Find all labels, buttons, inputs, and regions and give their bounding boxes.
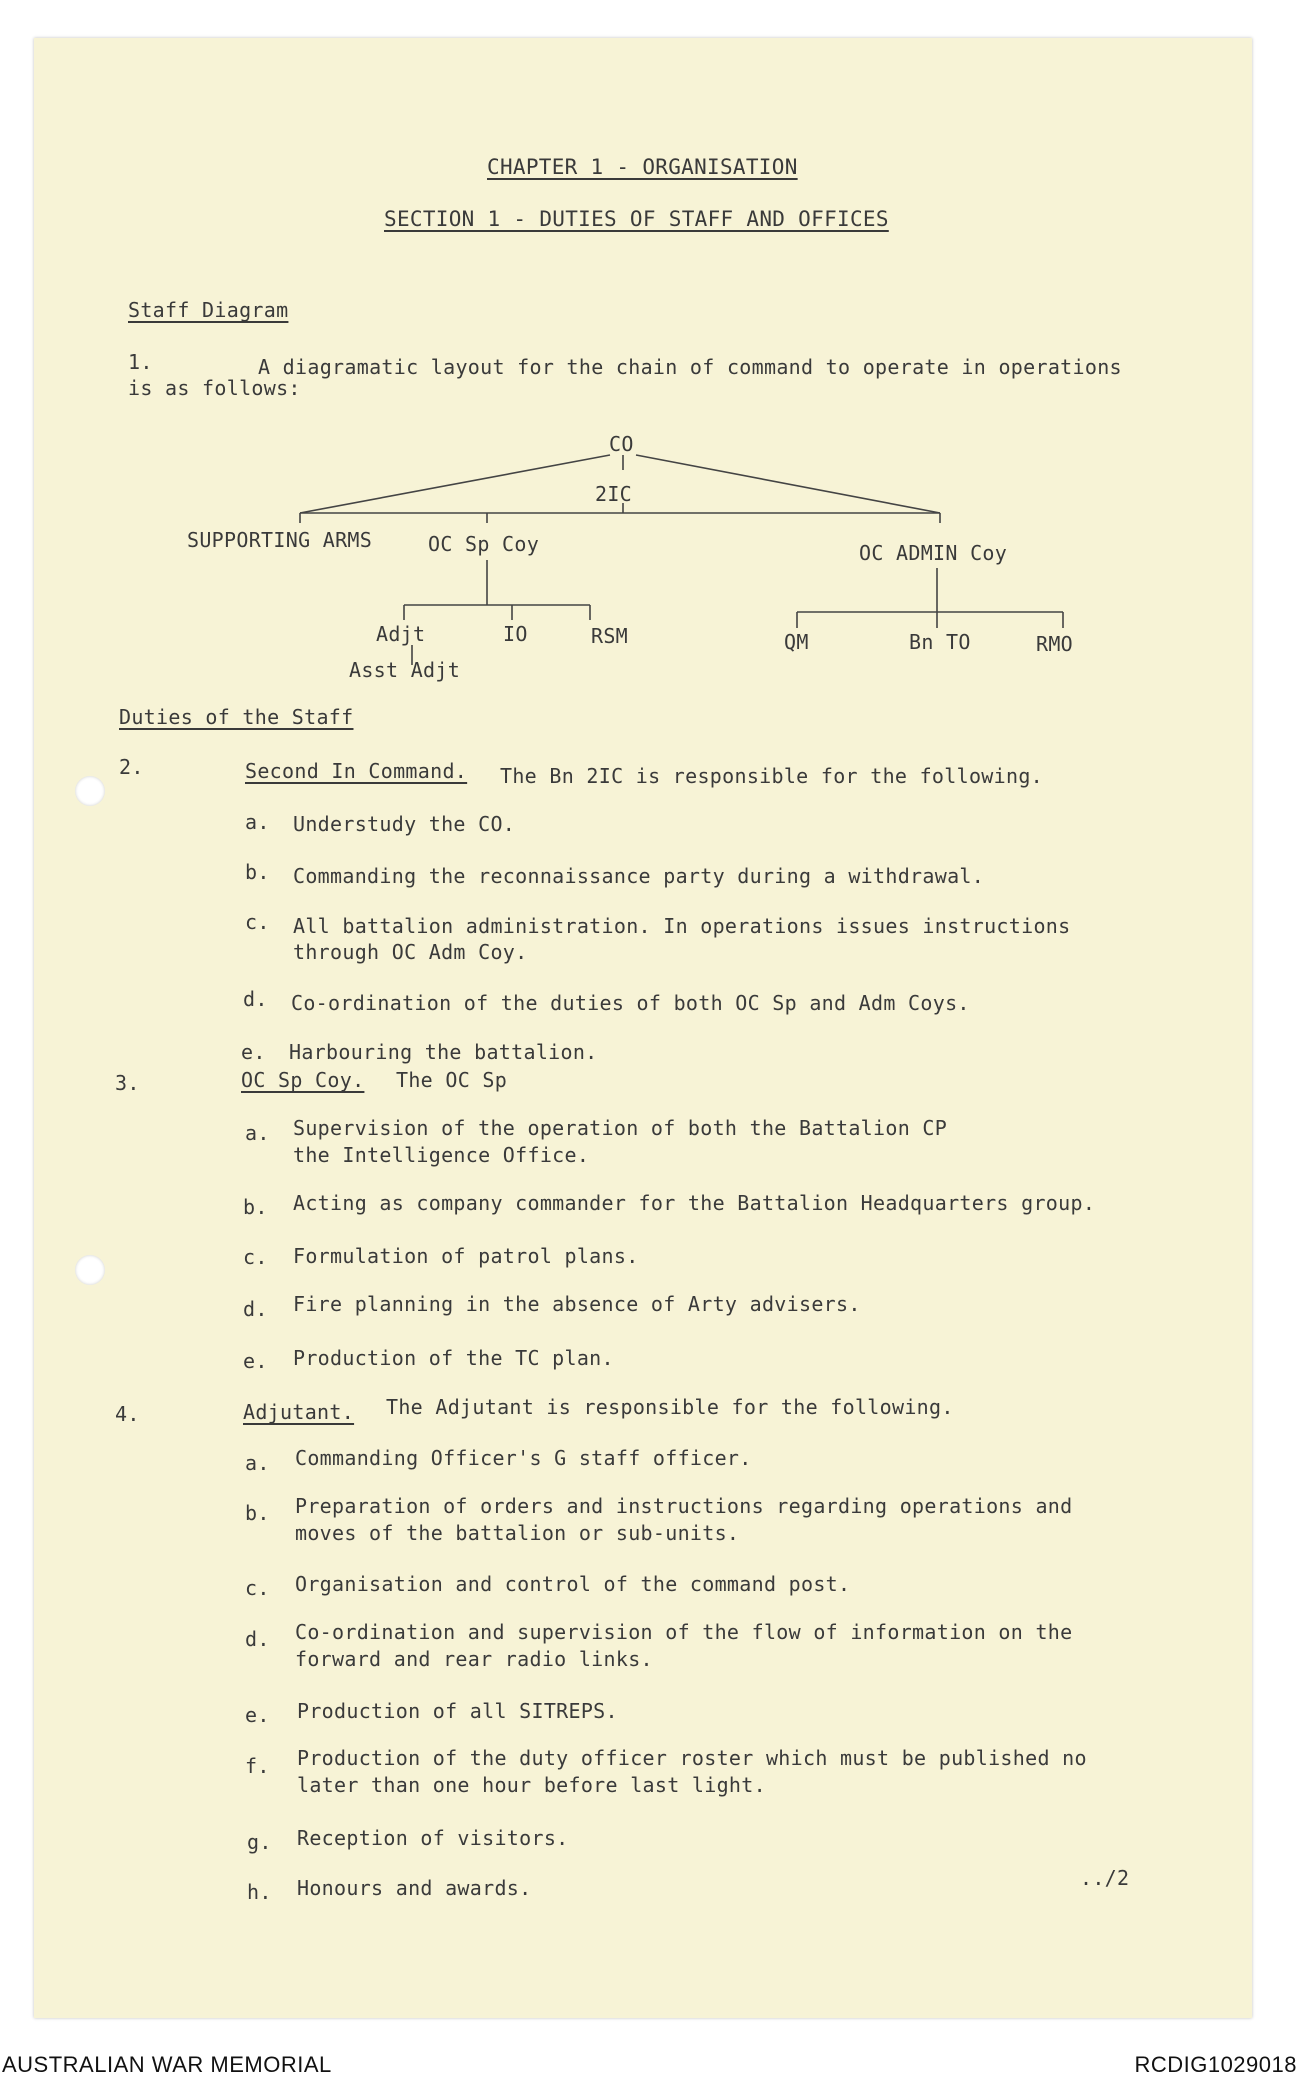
org-node-oc-sp-coy: OC Sp Coy — [428, 532, 540, 556]
para3-item-text-cont: the Intelligence Office. — [293, 1143, 590, 1167]
para2-item-text: Co-ordination of the duties of both OC Sp and Adm Coys. — [291, 991, 970, 1015]
para4-title: Adjutant. — [243, 1400, 355, 1424]
para4-item-text: Preparation of orders and instructions regarding operations and — [295, 1494, 1073, 1518]
para3-item-letter: d. — [243, 1297, 268, 1321]
para3-item-text: Formulation of patrol plans. — [293, 1244, 639, 1268]
org-node-rsm: RSM — [591, 624, 629, 648]
org-node-asst-adjt: Asst Adjt — [349, 658, 461, 682]
org-node-io: IO — [503, 622, 528, 646]
para4-item-text: Production of all SITREPS. — [297, 1699, 618, 1723]
para4-item-letter: f. — [245, 1754, 270, 1778]
para4-item-text: Production of the duty officer roster which must be published no — [297, 1746, 1087, 1770]
org-node-qm: QM — [784, 630, 809, 654]
para4-intro: The Adjutant is responsible for the following. — [386, 1395, 954, 1419]
para1-number: 1. — [128, 350, 153, 374]
para4-item-text-cont: later than one hour before last light. — [297, 1773, 766, 1797]
para3-intro: The OC Sp — [396, 1068, 508, 1092]
org-node-2ic: 2IC — [595, 482, 633, 506]
para2-item-letter: c. — [245, 910, 270, 934]
para4-item-text: Commanding Officer's G staff officer. — [295, 1446, 752, 1470]
para4-item-letter: b. — [245, 1501, 270, 1525]
para4-item-letter: e. — [245, 1703, 270, 1727]
org-node-supporting-arms: SUPPORTING ARMS — [187, 528, 373, 552]
para3-item-letter: a. — [245, 1121, 270, 1145]
para4-item-text-cont: moves of the battalion or sub-units. — [295, 1521, 740, 1545]
para4-item-letter: g. — [247, 1830, 272, 1854]
org-node-adjt: Adjt — [376, 622, 426, 646]
para3-item-text: Acting as company commander for the Battalion Headquarters group. — [293, 1191, 1096, 1215]
para2-number: 2. — [119, 755, 144, 779]
para1-line1: A diagramatic layout for the chain of command to operate in operations — [258, 355, 1122, 379]
para2-item-text: All battalion administration. In operations issues instructions — [293, 914, 1071, 938]
para1-line2: is as follows: — [128, 376, 301, 400]
staff-diagram-heading: Staff Diagram — [128, 298, 289, 322]
footer-institution: AUSTRALIAN WAR MEMORIAL — [2, 2052, 332, 2077]
para2-item-letter: b. — [245, 860, 270, 884]
para3-title: OC Sp Coy. — [241, 1068, 365, 1092]
page-continuation: ../2 — [1080, 1866, 1130, 1890]
para3-item-letter: c. — [243, 1245, 268, 1269]
para2-item-text: Harbouring the battalion. — [289, 1040, 598, 1064]
para3-item-text: Supervision of the operation of both the Battalion CP — [293, 1116, 948, 1140]
para3-item-text: Fire planning in the absence of Arty advisers. — [293, 1292, 861, 1316]
org-node-rmo: RMO — [1036, 632, 1074, 656]
chapter-title: CHAPTER 1 - ORGANISATION — [487, 155, 798, 179]
para4-item-letter: a. — [245, 1451, 270, 1475]
org-node-bn-to: Bn TO — [909, 630, 971, 654]
para2-intro: The Bn 2IC is responsible for the following. — [500, 764, 1044, 788]
para2-item-text: Understudy the CO. — [293, 812, 516, 836]
para3-item-letter: e. — [243, 1349, 268, 1373]
para2-item-letter: e. — [241, 1040, 266, 1064]
footer-record-id: RCDIG1029018 — [1134, 2052, 1297, 2077]
para4-item-text: Reception of visitors. — [297, 1826, 569, 1850]
para4-item-text-cont: forward and rear radio links. — [295, 1647, 653, 1671]
section-title: SECTION 1 - DUTIES OF STAFF AND OFFICES — [384, 207, 889, 231]
para3-item-letter: b. — [243, 1195, 268, 1219]
para4-item-letter: c. — [245, 1576, 270, 1600]
org-node-oc-admin-coy: OC ADMIN Coy — [859, 541, 1008, 565]
para4-item-text: Co-ordination and supervision of the flow of information on the — [295, 1620, 1073, 1644]
org-node-co: CO — [609, 432, 634, 456]
para2-item-text-cont: through OC Adm Coy. — [293, 940, 528, 964]
para4-item-letter: h. — [247, 1880, 272, 1904]
para4-item-text: Organisation and control of the command post. — [295, 1572, 851, 1596]
duties-heading: Duties of the Staff — [119, 705, 354, 729]
para2-item-text: Commanding the reconnaissance party during a withdrawal. — [293, 864, 985, 888]
para4-item-letter: d. — [245, 1627, 270, 1651]
para3-item-text: Production of the TC plan. — [293, 1346, 614, 1370]
para3-number: 3. — [115, 1071, 140, 1095]
para4-number: 4. — [115, 1402, 140, 1426]
para2-item-letter: d. — [243, 987, 268, 1011]
para2-item-letter: a. — [245, 810, 270, 834]
para4-item-text: Honours and awards. — [297, 1876, 532, 1900]
para2-title: Second In Command. — [245, 759, 468, 783]
